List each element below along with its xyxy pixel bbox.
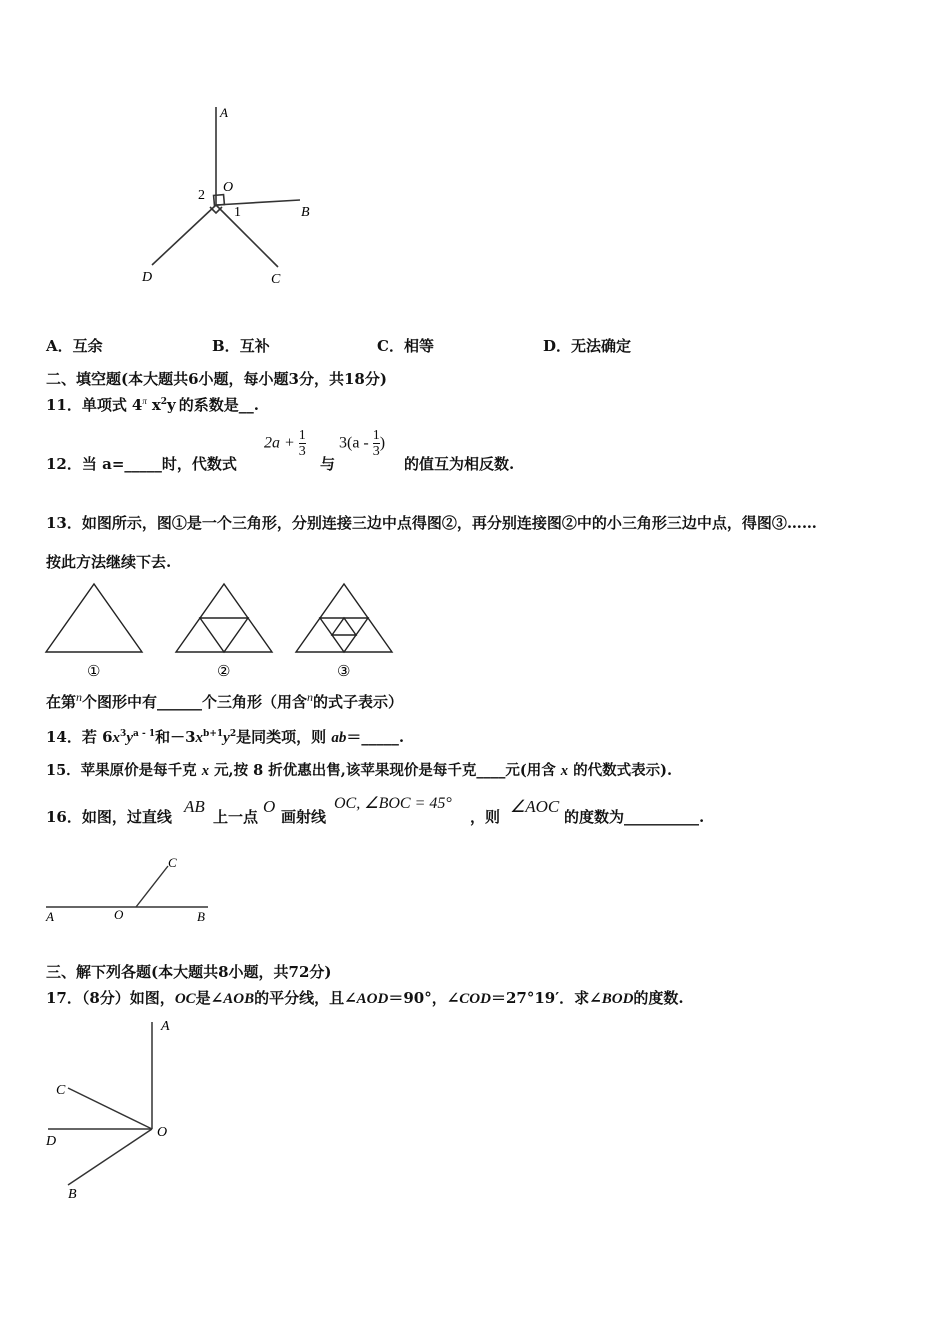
question-13-line1: 13．如图所示，图①是一个三角形，分别连接三边中点得图②，再分别连接图②中的小三角形三边中点，得图③……	[46, 514, 817, 532]
question-12-with: 与	[320, 455, 336, 473]
option-b[interactable]: B．互补	[212, 337, 270, 355]
label-2: 2	[198, 188, 205, 203]
question-15: 15．苹果原价是每千克 x 元,按 8 折优惠出售,该苹果现价是每千克____元(用含 x 的代数式表示).	[46, 762, 672, 779]
question-13-ask: 在第$^n$个图形中有______个三角形（用含$^n$的式子表示）	[46, 690, 404, 711]
fig-label-2: ②	[217, 664, 231, 680]
section-2-title: 二、填空题(本大题共6小题，每小题3分，共18分)	[46, 370, 387, 388]
q16-expr: OC, ∠BOC = 45°	[334, 795, 452, 812]
label-C: C	[271, 272, 281, 287]
question-16-prefix: 16．如图，过直线	[46, 808, 172, 826]
question-12-prefix: 12．当 a=_____时，代数式	[46, 455, 237, 473]
bis-label-A: A	[161, 1019, 170, 1034]
label-D: D	[142, 270, 153, 285]
question-12-suffix: 的值互为相反数.	[404, 455, 515, 473]
angle-figure-top	[130, 95, 330, 295]
question-13-line2: 按此方法继续下去.	[46, 553, 172, 571]
option-c[interactable]: C．相等	[377, 337, 434, 355]
question-17: 17．（8分）如图，OC是∠AOB的平分线，且∠AOD＝90°，∠COD＝27°19′．求∠BOD的度数.	[46, 989, 684, 1007]
question-11: 11．单项式 $4^\pi$ $x^2y$ 的系数是__.	[46, 396, 259, 414]
question-12-expr2: 3(a - $\frac{1}{3}$ )	[339, 428, 386, 459]
bisector-figure	[40, 1012, 200, 1207]
q16-O: O	[263, 797, 276, 816]
ray-label-A: A	[46, 909, 54, 924]
bis-label-D: D	[46, 1134, 57, 1149]
ray-figure	[40, 850, 220, 930]
triangles-figure	[40, 580, 400, 680]
bis-label-C: C	[56, 1083, 66, 1098]
question-12-expr1: 2a + $\frac{1}{3}$	[264, 428, 306, 459]
question-14: 14．若 $6x^3y^{a - 1}$和$-3x^{b+1}y^2$是同类项，则 ab＝_____.	[46, 728, 405, 746]
label-O: O	[223, 180, 234, 195]
label-1: 1	[234, 205, 241, 220]
label-A: A	[220, 105, 228, 120]
option-d[interactable]: D．无法确定	[543, 337, 632, 355]
q16-AB: AB	[184, 797, 205, 816]
ray-label-B: B	[197, 909, 205, 924]
question-16-mid3: ，则	[470, 808, 501, 826]
question-16-suffix: 的度数为__________.	[564, 808, 705, 826]
question-16-mid2: 画射线	[281, 808, 327, 826]
fig-label-1: ①	[87, 664, 101, 680]
bis-label-B: B	[68, 1187, 77, 1202]
fig-label-3: ③	[337, 664, 351, 680]
ray-label-O: O	[114, 907, 124, 922]
label-B: B	[301, 205, 310, 220]
section-3-title: 三、解下列各题(本大题共8小题，共72分)	[46, 963, 332, 981]
question-16-mid1: 上一点	[213, 808, 259, 826]
bis-label-O: O	[157, 1125, 168, 1140]
triangle-1	[46, 584, 142, 652]
q16-angle: ∠AOC	[510, 797, 560, 816]
ray-label-C: C	[168, 855, 177, 870]
option-a[interactable]: A．互余	[46, 337, 103, 355]
